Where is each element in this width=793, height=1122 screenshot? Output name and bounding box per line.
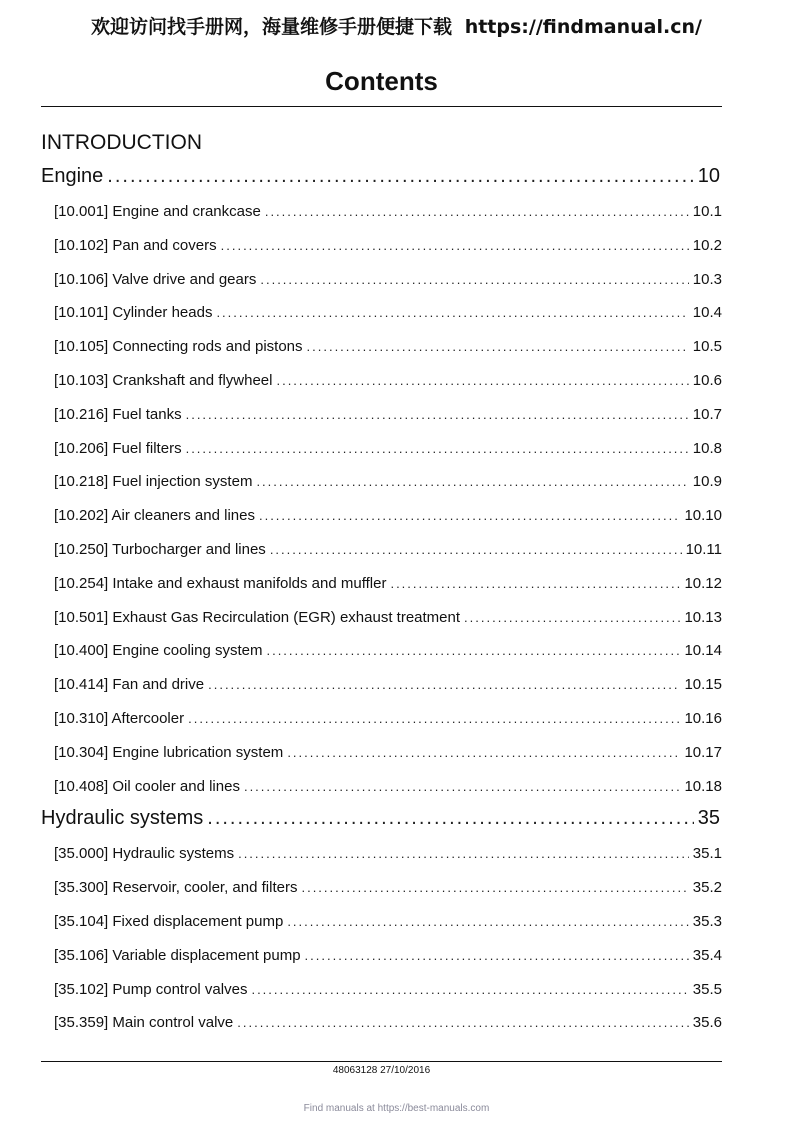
toc-item-number: 10.16: [684, 709, 722, 727]
toc-item[interactable]: [41, 770, 722, 804]
footer-link[interactable]: Find manuals at https://best-manuals.com: [303, 1103, 490, 1114]
toc-leader-dots: [265, 195, 689, 229]
toc-item-label: [10.001] Engine and crankcase: [54, 203, 261, 220]
toc-item-label: [10.206] Fuel filters: [54, 439, 182, 457]
banner-text: 欢迎访问找手册网，海量维修手册便捷下载: [91, 16, 453, 38]
toc-item-number: 10.17: [684, 743, 722, 761]
toc-item-number: 10.18: [684, 777, 722, 795]
toc-leader-dots: [287, 905, 688, 939]
toc-item-label: [35.300] Reservoir, cooler, and filters: [54, 879, 298, 897]
toc-leader-dots: [266, 634, 680, 668]
toc-leader-dots: [390, 567, 680, 601]
toc-leader-dots: [251, 973, 688, 1007]
toc-item-label: [10.304] Engine lubrication system: [54, 743, 284, 761]
toc-item-label: [10.101] Cylinder heads: [54, 304, 213, 322]
toc-introduction[interactable]: INTRODUCTION: [41, 131, 202, 154]
toc-leader-dots: [305, 939, 689, 973]
toc-item[interactable]: [41, 1006, 722, 1040]
toc-item-label: [10.250] Turbocharger and lines: [54, 540, 266, 558]
toc-item[interactable]: [41, 668, 722, 702]
toc-item-label: [10.400] Engine cooling system: [54, 642, 263, 660]
toc-item-label: [10.103] Crankshaft and flywheel: [54, 371, 273, 389]
toc-leader-dots: [216, 296, 688, 330]
toc-item[interactable]: [41, 432, 722, 466]
toc-item-number: 10.9: [692, 473, 722, 491]
toc-item[interactable]: [41, 736, 722, 770]
document-reference: 48063128 27/10/2016: [332, 1065, 431, 1076]
toc-leader-dots: [464, 601, 680, 635]
toc-leader-dots: [259, 499, 680, 533]
toc-item-number: 10.7: [692, 405, 722, 423]
bottom-divider: [41, 1061, 722, 1062]
toc-leader-dots: [237, 1006, 689, 1040]
toc-item[interactable]: [41, 296, 722, 330]
toc-item[interactable]: [41, 939, 722, 973]
toc-item-number: 10.8: [692, 439, 722, 457]
toc-item[interactable]: [41, 973, 722, 1007]
toc-item-number: 35.6: [692, 1014, 722, 1032]
toc-item[interactable]: [41, 634, 722, 668]
toc-leader-dots: [287, 736, 680, 770]
toc-item[interactable]: [41, 465, 722, 499]
toc-item[interactable]: [41, 837, 722, 871]
toc-leader-dots: [208, 668, 680, 702]
banner-url[interactable]: https://findmanual.cn/: [464, 16, 702, 38]
toc-section-engine[interactable]: [41, 165, 722, 195]
toc-item-number: 35.2: [692, 879, 722, 897]
toc-item[interactable]: [41, 567, 722, 601]
toc-item-number: 10.10: [684, 507, 722, 525]
toc-item-number: 10.13: [684, 608, 722, 626]
toc-item-number: 10.6: [692, 371, 722, 389]
toc-leader-dots: [107, 165, 693, 188]
toc-item-label: [10.102] Pan and covers: [54, 236, 217, 254]
toc-item[interactable]: [41, 398, 722, 432]
toc-leader-dots: [186, 398, 689, 432]
table-of-contents: [41, 165, 722, 1040]
toc-leader-dots: [256, 465, 688, 499]
toc-leader-dots: [270, 533, 682, 567]
toc-item-number: 35.4: [692, 946, 722, 964]
toc-item[interactable]: [41, 601, 722, 635]
top-divider: [41, 106, 722, 107]
toc-item-label: [10.106] Valve drive and gears: [54, 270, 257, 288]
toc-item-number: 35.5: [692, 980, 722, 998]
toc-item-label: [10.105] Connecting rods and pistons: [54, 338, 303, 356]
toc-item-label: [10.501] Exhaust Gas Recirculation (EGR) exhaust treatment: [54, 608, 461, 626]
toc-item-label: [35.359] Main control valve: [54, 1014, 234, 1032]
toc-item[interactable]: [41, 229, 722, 263]
toc-item-label: [10.310] Aftercooler: [54, 709, 185, 727]
toc-item[interactable]: [41, 871, 722, 905]
toc-item-number: 10.14: [684, 642, 722, 660]
toc-item-number: 10.1: [692, 203, 722, 220]
toc-leader-dots: [221, 229, 689, 263]
toc-item-label: [10.254] Intake and exhaust manifolds and muffler: [54, 574, 387, 592]
toc-leader-dots: [207, 807, 693, 830]
toc-item-label: [35.106] Variable displacement pump: [54, 946, 301, 964]
toc-item-number: 10.15: [684, 676, 722, 694]
toc-leader-dots: [260, 263, 688, 297]
toc-item-number: 10.11: [685, 540, 722, 558]
toc-item-number: 35.3: [692, 912, 722, 930]
toc-item[interactable]: [41, 499, 722, 533]
toc-item-number: 10.5: [692, 338, 722, 356]
toc-section-number: 10: [697, 165, 720, 187]
toc-item-number: 10.3: [692, 270, 722, 288]
toc-section-label: Engine: [41, 165, 104, 187]
toc-item-label: [35.102] Pump control valves: [54, 980, 248, 998]
page-title: Contents: [325, 66, 438, 96]
toc-leader-dots: [301, 871, 688, 905]
toc-section-hydraulic-systems[interactable]: [41, 807, 722, 837]
toc-item-number: 10.2: [692, 236, 722, 254]
toc-item[interactable]: [41, 195, 722, 229]
toc-leader-dots: [244, 770, 681, 804]
toc-item[interactable]: [41, 702, 722, 736]
toc-item-number: 35.1: [692, 845, 722, 863]
toc-section-label: Hydraulic systems: [41, 807, 204, 830]
toc-item[interactable]: [41, 330, 722, 364]
toc-leader-dots: [186, 432, 689, 466]
toc-leader-dots: [238, 837, 689, 871]
toc-leader-dots: [307, 330, 689, 364]
toc-item-number: 10.12: [684, 574, 722, 592]
toc-item-label: [10.218] Fuel injection system: [54, 473, 253, 491]
toc-item-label: [10.408] Oil cooler and lines: [54, 777, 240, 795]
toc-item[interactable]: [41, 263, 722, 297]
toc-section-number: 35: [697, 807, 720, 830]
toc-item-number: 10.4: [692, 304, 722, 322]
toc-item[interactable]: [41, 533, 722, 567]
toc-leader-dots: [188, 702, 680, 736]
toc-item-label: [35.104] Fixed displacement pump: [54, 912, 284, 930]
download-banner: [0, 12, 793, 39]
toc-item-label: [10.202] Air cleaners and lines: [54, 507, 255, 525]
toc-item[interactable]: [41, 364, 722, 398]
toc-item[interactable]: [41, 905, 722, 939]
toc-item-label: [10.414] Fan and drive: [54, 676, 205, 694]
toc-item-label: [35.000] Hydraulic systems: [54, 845, 235, 863]
toc-leader-dots: [276, 364, 688, 398]
toc-item-label: [10.216] Fuel tanks: [54, 405, 182, 423]
